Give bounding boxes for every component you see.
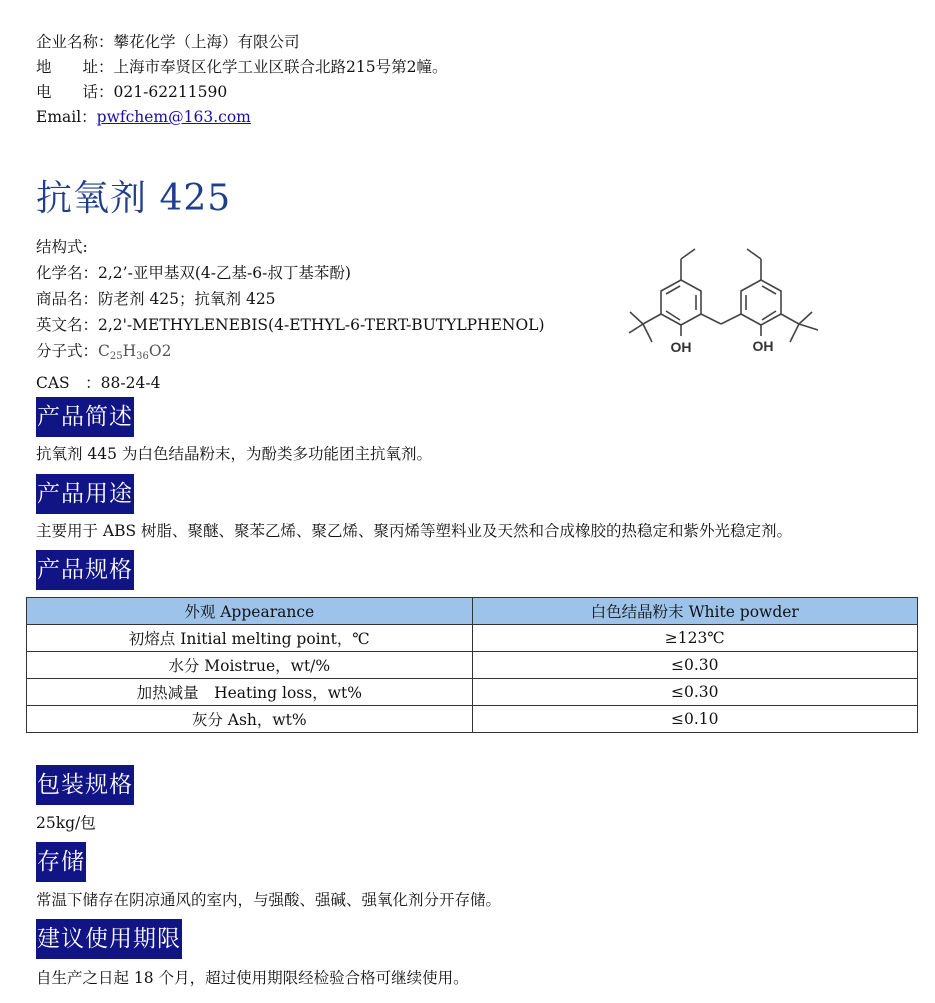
left-benzene-ring	[661, 280, 701, 325]
section-usage-text: 主要用于 ABS 树脂、聚醚、聚苯乙烯、聚乙烯、聚丙烯等塑料业及天然和合成橡胶的热稳定和紫外光稳定剂。	[36, 522, 793, 540]
product-info	[36, 234, 545, 396]
company-name: 攀花化学（上海）有限公司	[113, 33, 300, 51]
spec-property: 初熔点 Initial melting point，℃	[27, 625, 473, 652]
company-email-row	[36, 105, 447, 130]
structure-row	[36, 234, 545, 260]
formula-c: C	[98, 342, 110, 360]
formula-c-count: 25	[109, 351, 123, 362]
table-row	[27, 625, 918, 652]
formula-label: 分子式：	[36, 342, 99, 360]
spec-property: 加热减量 Heating loss，wt%	[27, 679, 473, 706]
section-usage-heading: 产品用途	[36, 474, 134, 514]
spec-header-property: 外观 Appearance	[27, 598, 473, 625]
trade-name-label: 商品名：	[36, 290, 99, 308]
spec-value: ≤0.30	[472, 652, 918, 679]
section-spec-heading: 产品规格	[36, 550, 134, 590]
english-name-row	[36, 312, 545, 338]
section-description-text: 抗氧剂 445 为白色结晶粉末，为酚类多功能团主抗氧剂。	[36, 445, 432, 463]
oh-label-left: OH	[670, 339, 692, 355]
company-address: 上海市奉贤区化学工业区联合北路215号第2幢。	[113, 58, 448, 76]
formula-h-count: 36	[136, 351, 149, 362]
spec-value: ≤0.10	[472, 706, 918, 733]
table-row	[27, 706, 918, 733]
section-storage-heading: 存储	[36, 842, 86, 882]
formula-row	[36, 338, 545, 370]
section-description-heading: 产品简述	[36, 397, 134, 437]
table-row	[27, 652, 918, 679]
formula-o: O2	[148, 342, 172, 360]
section-shelf-life-heading: 建议使用期限	[36, 919, 182, 959]
english-name: 2,2'-METHYLENEBIS(4-ETHYL-6-TERT-BUTYLPHENOL)	[98, 316, 545, 334]
company-phone-label: 电 话：	[36, 83, 114, 101]
right-benzene-ring	[741, 280, 781, 325]
spec-property: 水分 Moistrue，wt/%	[27, 652, 473, 679]
trade-name: 防老剂 425；抗氧剂 425	[98, 290, 276, 308]
english-name-label: 英文名：	[36, 316, 99, 334]
company-phone: 021-62211590	[113, 83, 228, 101]
chem-name-label: 化学名：	[36, 264, 99, 282]
spec-value: ≤0.30	[472, 679, 918, 706]
company-address-row	[36, 55, 447, 80]
trade-name-row	[36, 286, 545, 312]
spec-table-header	[27, 598, 918, 625]
company-email-link[interactable]: pwfchem@163.com	[96, 108, 251, 126]
company-email-label: Email：	[36, 108, 97, 126]
chemical-structure-diagram	[622, 238, 832, 360]
company-info	[36, 30, 447, 130]
cas-label: CAS ：	[36, 374, 101, 392]
company-phone-row	[36, 80, 447, 105]
spec-property: 灰分 Ash，wt%	[27, 706, 473, 733]
product-title: 抗氧剂 425	[36, 178, 232, 219]
table-row	[27, 679, 918, 706]
structure-label: 结构式:	[36, 238, 88, 256]
company-name-label: 企业名称：	[36, 33, 114, 51]
section-shelf-life-text: 自生产之日起 18 个月，超过使用期限经检验合格可继续使用。	[36, 969, 469, 987]
company-address-label: 地 址：	[36, 58, 114, 76]
formula	[98, 342, 171, 360]
section-packaging-text: 25kg/包	[36, 814, 96, 832]
chem-name: 2,2’-亚甲基双(4-乙基-6-叔丁基苯酚)	[98, 264, 351, 282]
chem-name-row	[36, 260, 545, 286]
spec-header-value: 白色结晶粉末 White powder	[472, 598, 918, 625]
formula-h: H	[122, 342, 137, 360]
oh-label-right: OH	[752, 338, 774, 354]
section-packaging-heading: 包装规格	[36, 765, 134, 805]
section-storage-text: 常温下储存在阴凉通风的室内，与强酸、强碱、强氧化剂分开存储。	[36, 891, 502, 909]
spec-table	[26, 597, 918, 733]
cas-number: 88-24-4	[100, 374, 161, 392]
company-name-row	[36, 30, 447, 55]
spec-value: ≥123℃	[472, 625, 918, 652]
cas-row	[36, 370, 545, 396]
